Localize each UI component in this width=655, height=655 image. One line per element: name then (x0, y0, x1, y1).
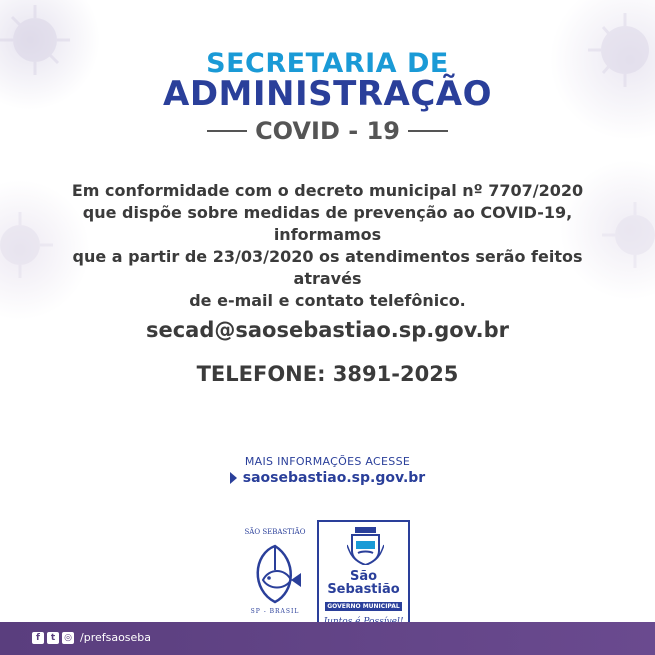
title-secretaria: SECRETARIA DE (206, 48, 449, 79)
notice-text (40, 180, 615, 312)
covid-subtitle (0, 117, 655, 145)
more-info-label: MAIS INFORMAÇÕES ACESSE (244, 455, 411, 468)
fish-logo-top-text: SÃO SEBASTIÃO (244, 528, 306, 536)
notice-line: que a partir de 23/03/2020 os atendimentos serão feitos através (72, 247, 583, 288)
divider-left (207, 130, 247, 132)
gov-logo-line2: Sebastião (327, 582, 400, 597)
city-fish-logo (240, 528, 310, 618)
gov-logo-band: GOVERNO MUNICIPAL (325, 602, 402, 611)
notice-line: de e-mail e contato telefônico. (189, 291, 466, 310)
fish-icon (245, 540, 305, 608)
social-handle[interactable]: /prefsaoseba (80, 631, 152, 644)
contact-phone: TELEFONE: 3891-2025 (196, 362, 459, 386)
title-administracao: ADMINISTRAÇÃO (163, 74, 492, 114)
twitter-icon[interactable]: t (47, 632, 59, 644)
coat-of-arms-icon (347, 527, 384, 565)
website-text: saosebastiao.sp.gov.br (242, 470, 426, 486)
chevron-right-icon (230, 472, 237, 484)
gov-logo-line1: São (349, 569, 378, 584)
instagram-icon[interactable]: ◎ (62, 632, 74, 644)
social-links[interactable] (32, 631, 151, 644)
notice-line: Em conformidade com o decreto municipal nº 7707/2020 (71, 181, 584, 200)
covid-label: COVID - 19 (255, 117, 400, 145)
website-link[interactable] (0, 470, 655, 486)
facebook-icon[interactable]: f (32, 632, 44, 644)
divider-right (408, 130, 448, 132)
contact-email[interactable]: secad@saosebastiao.sp.gov.br (145, 318, 510, 342)
fish-logo-bottom-text: SP - BRASIL (250, 608, 300, 615)
notice-line: que dispõe sobre medidas de prevenção ao COVID-19, informamos (82, 203, 573, 244)
